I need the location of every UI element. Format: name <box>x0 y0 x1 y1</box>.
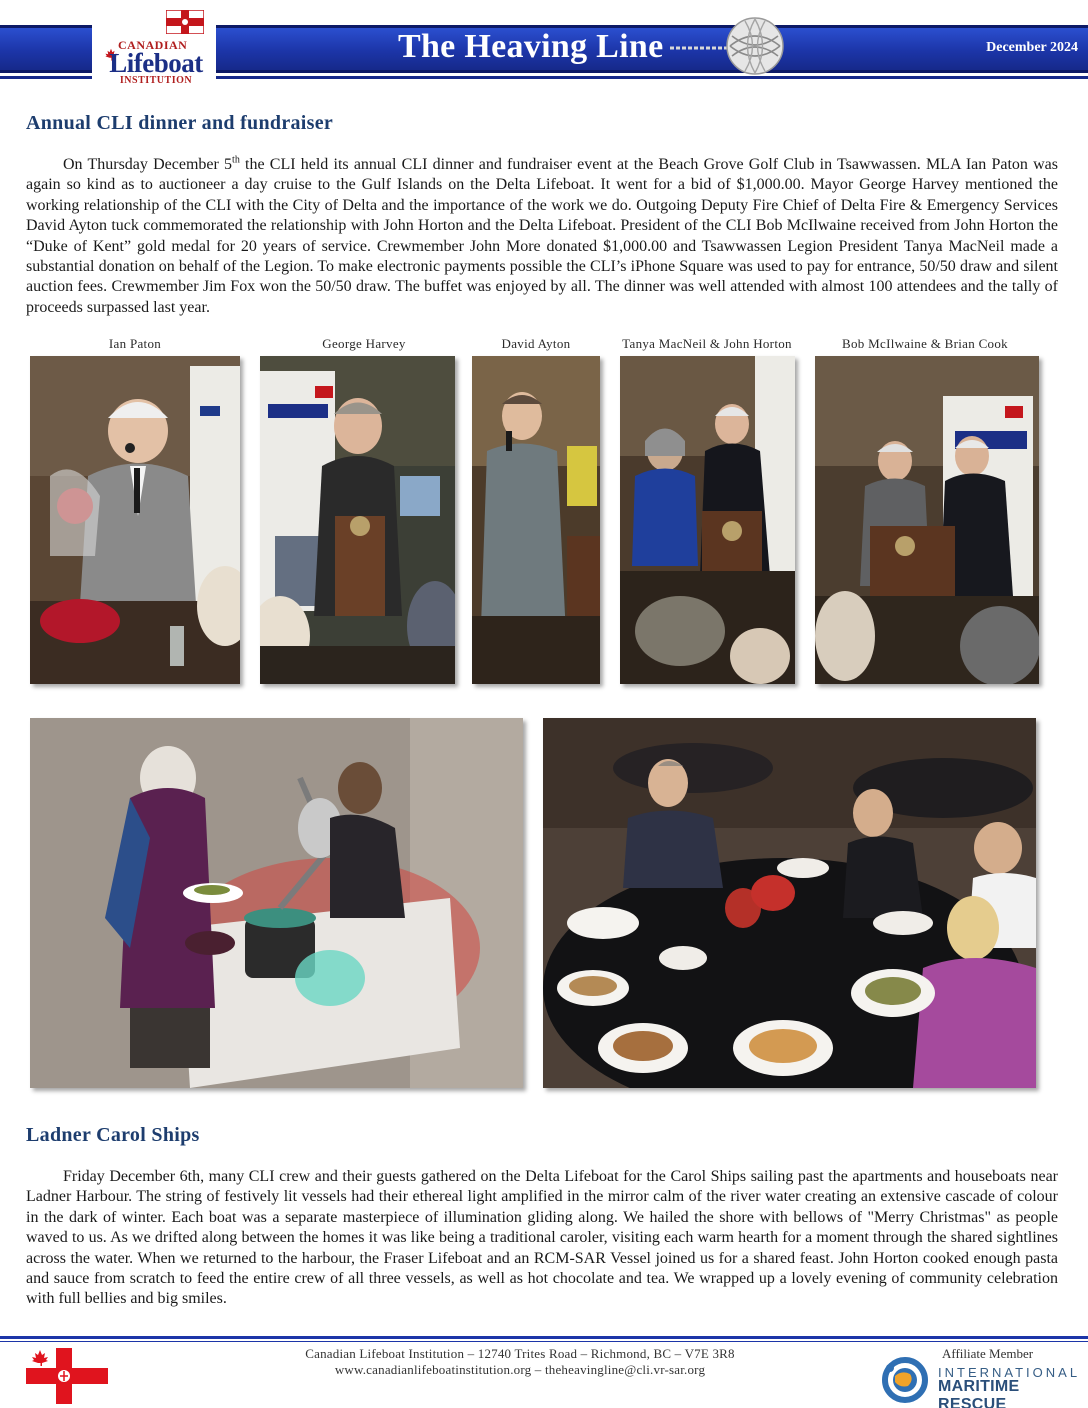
photo-dinner-table <box>543 718 1036 1088</box>
article-body-dinner-sup: th <box>232 154 240 166</box>
logo-lifeboat-text: Lifeboat <box>109 48 203 78</box>
imr-international-text: INTERNATIONAL <box>938 1365 1081 1380</box>
logo-institution-text: INSTITUTION <box>119 75 193 86</box>
caption-ian-paton: Ian Paton <box>108 336 162 351</box>
imr-maritime-rescue-text: MARITIME RESCUE <box>938 1378 1020 1408</box>
photo-buffet <box>30 718 523 1088</box>
footer-rule-thin <box>0 1341 1088 1342</box>
footer-address: Canadian Lifeboat Institution – 12740 Trites Road – Richmond, BC – V7E 3R8 <box>305 1346 735 1361</box>
article-body-carol-ships: Friday December 6th, many CLI crew and their guests gathered on the Delta Lifeboat for the Carol Ships sailing past the apartments and houseboats near Ladner Harbour. The string of festively lit vessels had their ethereal light amplified in the mirror calm of the river water creating an extensive cascade of colour in the dark of winter. Each boat was a separate masterpiece of illumination gliding along. We hailed the shore with bellows of "Merry Christmas" as people waved to us. As we drifted along between the homes it was like being a traditional caroler, visiting each warm hearth for a moment through the shared sightlines across the water. When we returned to the harbour, the Fraser Lifeboat and an RCM-SAR Vessel joined us for a shared feast. John Horton cooked enough pasta and sauce from scratch to feed the entire crew of all three vessels, as well as hot chocolate and tea. We wrapped up a lovely evening of community celebration with full bellies and big smiles. <box>26 1168 1058 1308</box>
article-heading-carol-ships: Ladner Carol Ships <box>26 1124 200 1146</box>
photo-ian-paton <box>30 356 240 684</box>
issue-date: December 2024 <box>986 40 1078 55</box>
logo-canadian-text: CANADIAN <box>118 38 188 52</box>
caption-macneil-horton: Tanya MacNeil & John Horton <box>622 336 792 351</box>
caption-david-ayton: David Ayton <box>501 336 571 351</box>
newsletter-title: The Heaving Line <box>398 28 664 65</box>
article-heading-dinner: Annual CLI dinner and fundraiser <box>26 112 334 134</box>
affiliate-member-label: Affiliate Member <box>942 1346 1034 1361</box>
footer-contact: www.canadianlifeboatinstitution.org – theheavingline@cli.vr-sar.org <box>334 1362 706 1377</box>
photo-macneil-horton <box>620 356 795 684</box>
caption-mcilwaine-cook: Bob McIlwaine & Brian Cook <box>842 336 1008 351</box>
caption-george-harvey: George Harvey <box>322 336 406 351</box>
photo-mcilwaine-cook <box>815 356 1039 684</box>
article-body-dinner <box>26 155 1058 318</box>
lifeboat-flag-icon <box>166 10 204 34</box>
imr-globe-icon <box>880 1356 930 1404</box>
photo-george-harvey <box>260 356 455 684</box>
canadian-lifeboat-flag-icon <box>26 1348 108 1404</box>
monkey-fist-knot-icon <box>670 16 788 78</box>
footer-rule <box>0 1336 1088 1339</box>
photo-david-ayton <box>472 356 600 684</box>
article-body-dinner-rest: the CLI held its annual CLI dinner and fundraiser event at the Beach Grove Golf Club in Tsawwassen. MLA Ian Paton was again so kind as to auctioneer a day cruise to the Gulf Islands on the Delta Lifeboat. It went for a bid of $1,000.00. Mayor George Harvey mentioned the working relationship of the CLI with the City of Delta and the importance of the work we do. Outgoing Deputy Fire Chief of Delta Fire & Emergency Services David Ayton tuck commemorated the relationship with John Horton and the Delta Lifeboat. President of the CLI Bob McIlwaine received from John Horton the “Duke of Kent” gold medal for 20 years of service. Crewmember John More donated $1,000.00 and Tsawwassen Legion President Tanya MacNeil made a substantial donation on behalf of the Legion. To make electronic payments possible the CLI’s iPhone Square was used to pay for entrance, 50/50 draw and silent auction fees. Crewmember Jim Fox won the 50/50 draw. The buffet was enjoyed by all. The dinner was well attended with almost 100 attendees and the tally of proceeds surpassed last year. <box>26 156 1058 316</box>
article-body-dinner-start: On Thursday December 5 <box>63 156 233 173</box>
